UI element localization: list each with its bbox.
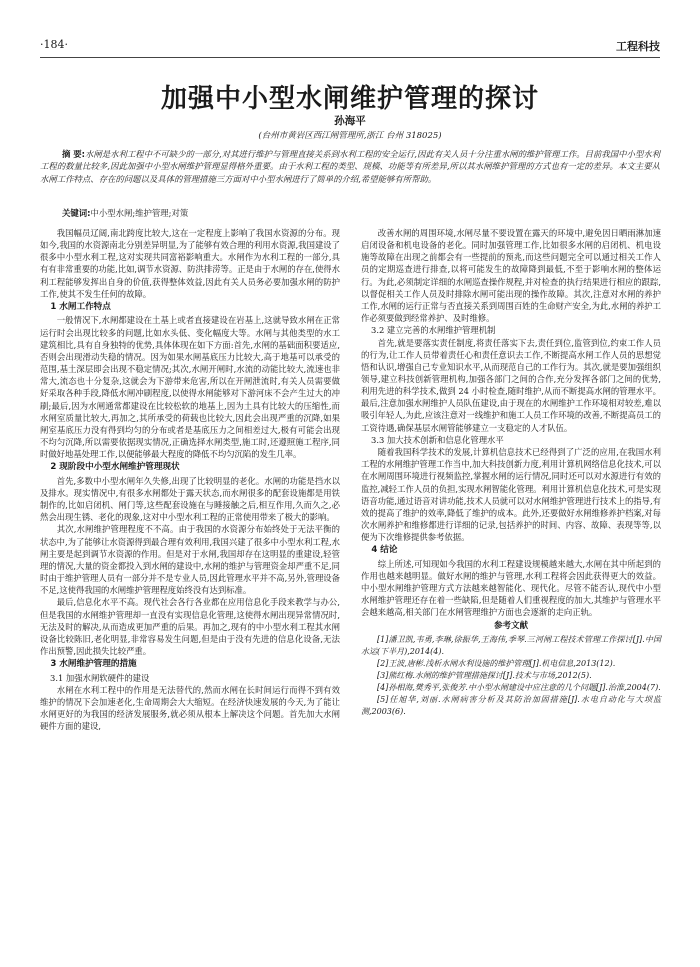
section-heading-4: 4 结论 — [371, 545, 398, 556]
right-column — [361, 227, 661, 718]
section-heading-2: 2 现阶段中小型水闸维护管理现状 — [50, 462, 180, 473]
page-header — [40, 38, 660, 56]
article-author: 孙海平 — [334, 115, 366, 127]
reference-item: [5]任旭华,刘丽.水闸病害分析及其防治加固措施[J].水电自动化与大坝监测,2003(6). — [361, 694, 661, 716]
section-heading-1: 1 水闸工作特点 — [50, 301, 111, 312]
article-title: 加强中小型水闸维护管理的探讨 — [160, 84, 539, 114]
section-3-1-continued: 改善水闸的周围环境,水闸尽量不要设置在露天的环境中,避免因日晒雨淋加速启闭设备和机电设备的老化。同时加强管理工作,比如很多水闸的启闭机、机电设施等故障在出现之前都会有一些提前的预兆,而这些问题完全可以通过相关工作人员的定期巡查进行排查,以将可能发生的故障降到最低,不至于影响水闸的整体运行。为此,必须制定详细的水闸巡查操作规程,并对检查的执行结果进行相应的跟踪,以督促相关工作人员及时排除水闸可能出现的操作故障。其次,注意对水闸的养护工作,水闸的运行正常与否直接关系到周围百姓的生命财产安全,为此,水闸的养护工作必须要做到经常养护、及时维修。 — [361, 228, 661, 324]
reference-item: [2]王波,唐彬.浅析水闸水利设施的维护管理[J].机电信息,2013(12). — [377, 658, 616, 668]
author-affiliation: (台州市黄岩区西江闸管理所,浙江 台州 318025) — [258, 131, 442, 141]
section-2-paragraph-2: 其次,水闸维护管理程度不不高。由于我国的水资源分布始终处于无法平衡的状态中,为了能够让水资源得到最合理有效利用,我国兴建了很多中小型水利工程,水闸主要是起到调节水资源的作用。但是对于水闸,我国却存在这明显的重建设,轻管理的情况,大量的资金都投入到水闸的建设中,水闸的维护与管理资金却严重不足,同时由于维护管理人员有一部分并不是专业人员,因此管理水平并不高,另外,管理设备不足,这使得我国的水闸维护管理程度始终没有达到标准。 — [40, 524, 340, 596]
section-2-paragraph-3: 最后,信息化水平不高。现代社会各行各业都在应用信息化手段来教学与办公,但是我国的水闸维护管理却一直没有实现信息化管理,这使得水闸出现异常情况时,无法及时的解决,从而造成更加严重的后果。再加之,现有的中小型水利工程其水闸设备比较陈旧,老化明显,非常容易发生问题,但是由于没有先进的信息化设备,无法作出预警,因此损失比较严重。 — [40, 597, 340, 656]
reference-item: [4]孙相海,樊秀平,张俊芳.中小型水闸建设中应注意的几个问题[J].治淮,2004(7). — [377, 682, 661, 692]
section-1-paragraph: 一般情况下,水闸都建设在土基上或者直接建设在岩基上,这就导致水闸在正常运行时会出现比较多的问题,比如水头低、变化幅度大等。水闸与其他类型的水工建筑相比,具有自身独特的优势,具体体现在如下方面:首先,水闸的基础面积要适应,否则会出现滑动失稳的情况。因为如果水闸基底压力比较大,高于地基可以承受的范围,基土深层即会出现不稳定情况;其次,水闸开闸时,水流的动能比较大,流速也非常大,流态也十分复杂,这就会为下游带来危害,所以在开闸泄流时,有关人员需要做好采取各种手段,降低水闸冲刷程度,以使得水闸能够对下游河床不会产生过大的冲刷;最后,因为水闸通常都建设在比较松软的地基上,因为土具有比较大的压缩性,而水闸室质量比较大,再加之,其所承受的荷载也比较大,因此会出现严重的沉降,如果闸室基底压力没有得到均匀的分布或者是基底压力之间相差过大,极有可能会出现不均匀沉降,所以需要依据现实情况,正确选择水闸类型,施工时,还遵照施工程序,同时做好地基处理工作,以便能够最大程度的降低不均匀沉陷的发生几率。 — [40, 315, 340, 460]
references-title: 参考文献 — [493, 620, 528, 631]
section-3-1-paragraph: 水闸在水利工程中的作用是无法替代的,然而水闸在长时间运行而得不到有效维护的情况下会加速老化,生命周期会大大缩短。在经济快速发展的今天,为了能让水闸更好的为我国的经济发展服务,就必须从根本上解决这个问题。首先加大水闸硬件方面的建设, — [40, 684, 340, 732]
abstract-label: 摘 要: — [62, 149, 86, 159]
keywords-label: 关键词: — [62, 208, 91, 218]
subsection-heading-3-3: 3.3 加大技术创新和信息化管理水平 — [371, 434, 504, 445]
left-column — [40, 227, 340, 733]
section-3-3-paragraph: 随着我国科学技术的发展,计算机信息技术已经得到了广泛的应用,在我国水利工程的水闸维护管理工作当中,加大科技创新力度,利用计算机网络信息化技术,可以在水闸周围环境进行视频监控,掌握水闸的运行情况,同时还可以对水源进行有效的监控,减轻工作人员的负担,实现水闸智能化管理。利用计算机信息化技术,可是实现语音功能,通过语音对讲功能,技术人员就可以对水闸维护管理进行技术上的指导,有效的提高了维护的效率,降低了维护的成本。此外,还要做好水闸维修养护档案,对每次水闸养护和维修都进行详细的记录,包括养护的时间、内容、故障、表现等等,以便为下次维修提供参考依据。 — [361, 447, 661, 543]
section-heading-3: 3 水闸维护管理的措施 — [50, 659, 137, 670]
subsection-heading-3-2: 3.2 建立完善的水闸维护管理机制 — [371, 325, 496, 336]
header-rule — [40, 57, 660, 58]
abstract — [40, 148, 660, 185]
abstract-text: 水闸是水利工程中不可缺少的一部分,对其进行维护与管理直接关系到水利工程的安全运行,因此有关人员十分注重水闸的维护管理工作。目前我国中小型水利工程的数量比较多,因此加强中小型水闸维护管理显得格外重要。由于水利工程的类型、规模、功能等有所差异,所以其水闸维护管理的方式也有一定的差异。本文主要从水闸工作特点、存在的问题以及具体的管理措施三方面对中小型水闸进行了简单的介绍,希望能够有所帮助。 — [40, 149, 661, 184]
keywords-text: 中小型水闸;维护管理;对策 — [90, 208, 189, 218]
intro-paragraph: 我国幅员辽阔,南北跨度比较大,这在一定程度上影响了我国水资源的分布。现如今,我国的水资源南北分别差异明显,为了能够有效合理的利用水资源,我国建设了很多中小型水利工程,这对实现共同富裕影响重大。水闸作为水利工程的一部分,具有有非常重要的功能,比如,调节水资源、防洪排涝等。正是由于水闸的存在,使得水利工程能够发挥出自身的价值,获得整体效益,因此有关人员务必要加强水闸的防护工作,使其不发生任何的故障。 — [40, 228, 340, 299]
section-3-2-paragraph: 首先,就是要落实责任制度,将责任落实下去,责任到位,监管到位,约束工作人员的行为,让工作人员带着责任心和责任意识去工作,不断提高水闸工作人员的思想觉悟和认识,增强自己专业知识水平,从而现范自己的工作行为。其次,就是要加强组织领导,建立科技创新管理机构,加强各部门之间的合作,充分发挥各部门之间的优势,利用先进的科学技术,做到 24 小时检查,随时维护,从而不断提高水闸的管理水平。最后,注意加强水闸维护人员队伍建设,由于现在的水闸维护工作环境相对较差,难以吸引年轻人,为此,应该注意对一线维护和施工人员工作环境的改善,不断提高员工的工资待遇,确保基层水闸管能够建立一支稳定的人才队伍。 — [361, 337, 661, 433]
reference-item: [1]潘卫凯,韦勇,李琳,徐振华,王海伟,季琴.三河闸工程技术管理工作探讨[J].中国水运(下半月),2014(4). — [361, 634, 661, 656]
keywords — [40, 207, 660, 219]
journal-section: 工程科技 — [616, 40, 660, 53]
conclusion-paragraph: 综上所述,可知现如今我国的水利工程建设规模越来越大,水闸在其中所起到的作用也越来越明显。做好水闸的维护与管理,水利工程将会因此获得更大的效益。中小型水闸维护管理方式方法越来越智能化、现代化。尽管不能否认,现代中小型水闸维护管理还存在着一些缺陷,但是随着人们重视程度的加大,其维护与管理水平会越来越高,相关部门在水闸管理维护方面也会逐渐的走向正轨。 — [361, 558, 661, 618]
page-number: ·184· — [40, 38, 68, 51]
section-2-paragraph-1: 首先,多数中小型水闸年久失修,出现了比较明显的老化。水闸的功能是挡水以及排水。现实情况中,有很多水闸都处于露天状态,而水闸很多的配套设施都是用铁制作的,比如启闭机、闸门等,这些配套设施在与睡接触之后,相互作用,久而久之,必然会出现生锈、老化的现象,这对中小型水利工程的正常使用带来了极大的影响。 — [40, 475, 340, 523]
subsection-heading-3-1: 3.1 加强水闸软硬件的建设 — [50, 672, 150, 683]
reference-item: [3]熊红梅.水闸的维护管理措施探讨[J].技术与市场,2012(5). — [377, 670, 592, 680]
